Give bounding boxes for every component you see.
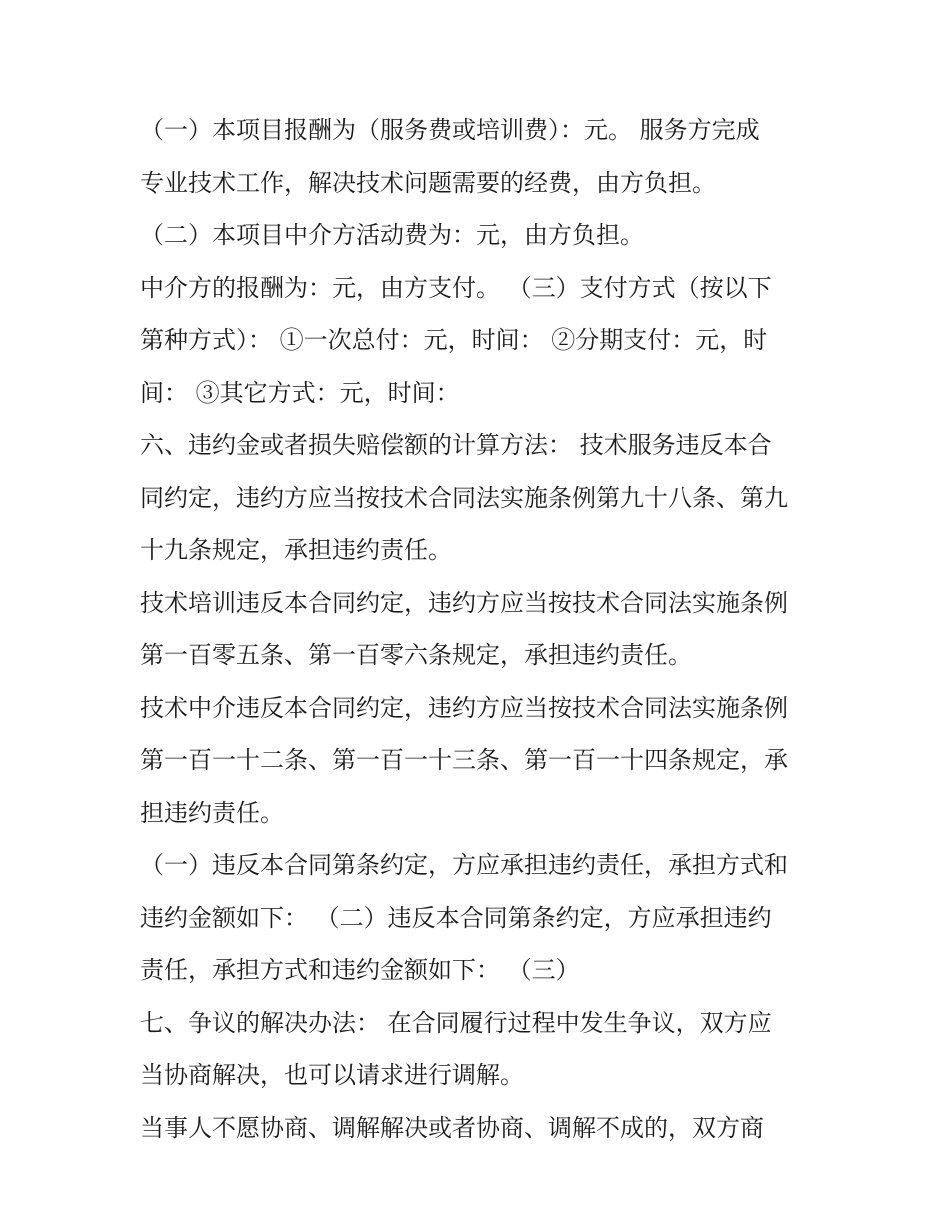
document-body [140,104,820,1154]
text-line: 担违约责任。 [140,798,284,827]
text-line: 专业技术工作，解决技术问题需要的经费，由方负担。 [140,168,716,197]
text-line: 十九条规定，承担违约责任。 [140,536,452,564]
text-line: 第一百零五条、第一百零六条规定，承担违约责任。 [140,641,692,669]
text-line: 违约金额如下： （二）违反本合同第条约定，方应承担违约 [140,903,772,932]
text-line: 六、违约金或者损失赔偿额的计算方法： 技术服务违反本合 [140,431,772,459]
text-line: 七、争议的解决办法： 在合同履行过程中发生争议，双方应 [140,1008,772,1037]
text-line: 中介方的报酬为：元，由方支付。 （三）支付方式（按以下 [140,273,772,302]
text-line: 间： ③其它方式：元，时间： [140,378,460,407]
text-line: 第一百一十二条、第一百一十三条、第一百一十四条规定，承 [140,746,788,774]
text-line: 第种方式）： ①一次总付：元，时间： ②分期支付：元，时 [140,326,768,354]
text-line: 同约定，违约方应当按技术合同法实施条例第九十八条、第九 [140,483,788,512]
text-line: （一）本项目报酬为（服务费或培训费）：元。 服务方完成 [140,116,760,144]
text-line: （一）违反本合同第条约定，方应承担违约责任，承担方式和 [140,851,788,879]
text-line: （二）本项目中介方活动费为：元，由方负担。 [140,221,644,249]
text-line: 责任，承担方式和违约金额如下： （三） [140,956,580,984]
text-line: 当事人不愿协商、调解解决或者协商、调解不成的，双方商 [140,1113,764,1142]
text-line: 当协商解决，也可以请求进行调解。 [140,1061,524,1089]
text-line: 技术培训违反本合同约定，违约方应当按技术合同法实施条例 [140,588,788,617]
text-line: 技术中介违反本合同约定，违约方应当按技术合同法实施条例 [140,693,788,722]
